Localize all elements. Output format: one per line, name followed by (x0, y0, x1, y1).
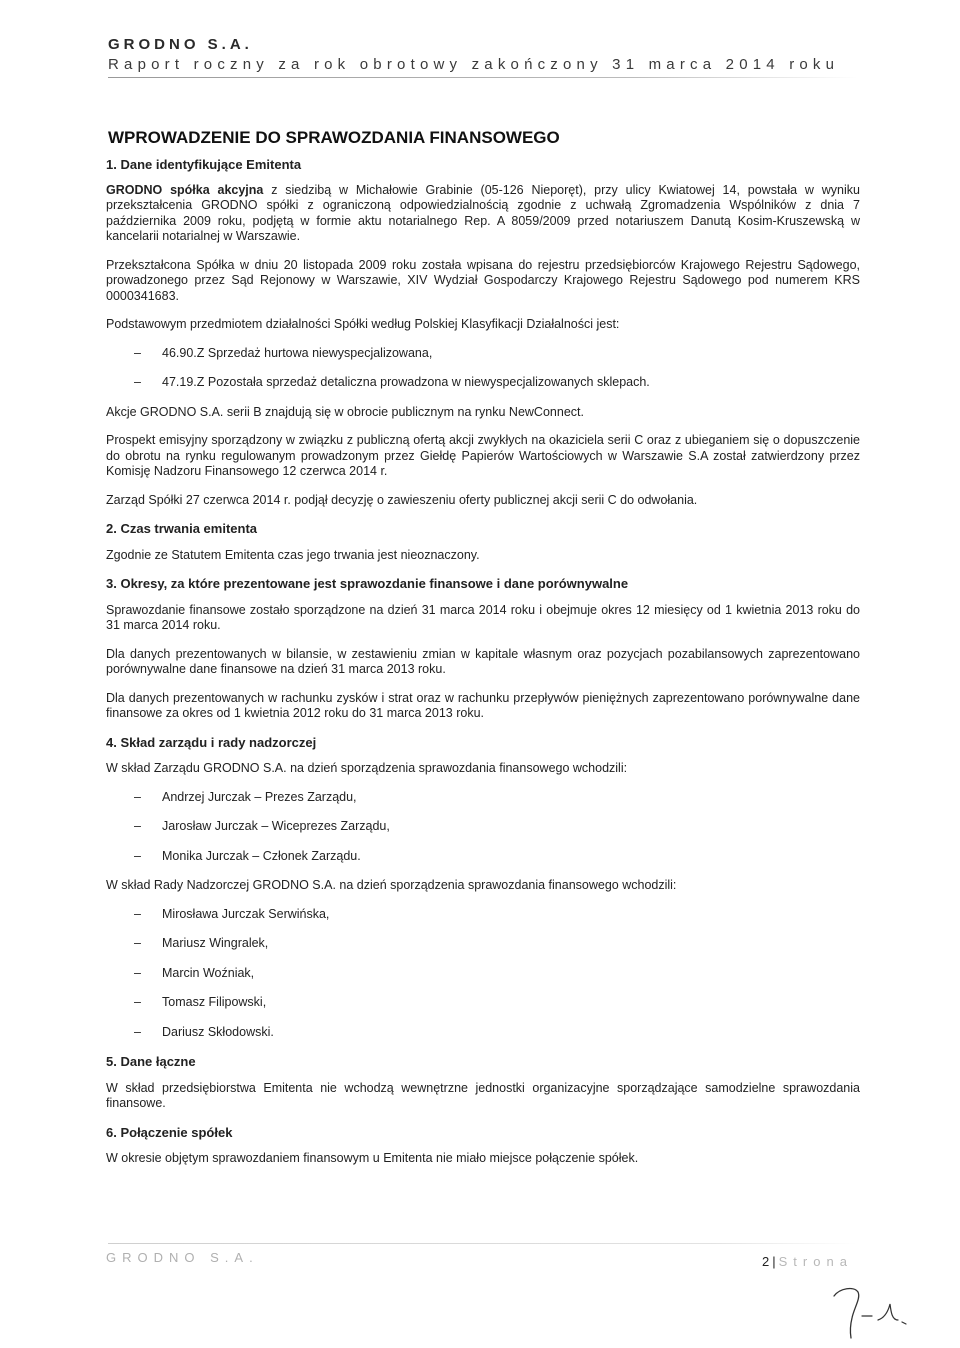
paragraph: Sprawozdanie finansowe zostało sporządzone na dzień 31 marca 2014 roku i obejmuje okres 12 miesięcy od 1 kwietnia 2013 roku do 31 marca 2014 roku. (106, 602, 860, 632)
paragraph: W skład Rady Nadzorczej GRODNO S.A. na dzień sporządzenia sprawozdania finansowego wchodzili: (106, 878, 677, 892)
list-item: – Dariusz Skłodowski. (106, 1025, 860, 1041)
list-item: – 46.90.Z Sprzedaż hurtowa niewyspecjalizowana, (106, 346, 860, 362)
paragraph: Przekształcona Spółka w dniu 20 listopada 2009 roku została wpisana do rejestru przedsiębiorców Krajowego Rejestru Sądowego, prowadzonego przez Sąd Rejonowy w Warszawie, XIV Wydział Gospodarczy Krajowego Rejestru Sądowego pod numerem KRS 0000341683. (106, 257, 860, 303)
paragraph (106, 183, 860, 245)
list-item: – Marcin Woźniak, (106, 966, 860, 982)
page-label: Strona (778, 1254, 853, 1269)
company-legal-name: GRODNO spółka akcyjna (106, 182, 264, 197)
header-report-title: Raport roczny za rok obrotowy zakończony 31 marca 2014 roku (108, 56, 840, 73)
paragraph: Akcje GRODNO S.A. serii B znajdują się w obrocie publicznym na rynku NewConnect. (106, 404, 584, 419)
header-divider (108, 77, 858, 78)
section-heading-5: 5. Dane łączne (106, 1054, 196, 1069)
list-item: – Mirosława Jurczak Serwińska, (106, 907, 860, 923)
section-heading-2: 2. Czas trwania emitenta (106, 521, 257, 536)
list-item: – 47.19.Z Pozostała sprzedaż detaliczna prowadzona w niewyspecjalizowanych sklepach. (106, 375, 860, 391)
management-board-list (106, 790, 860, 865)
paragraph: Zarząd Spółki 27 czerwca 2014 r. podjął decyzję o zawieszeniu oferty publicznej akcji serii C do odwołania. (106, 492, 698, 507)
paragraph: Dla danych prezentowanych w rachunku zysków i strat oraz w rachunku przepływów pieniężnych zaprezentowano porównywalne dane finansowe za okres od 1 kwietnia 2012 roku do 31 marca 2013 roku. (106, 690, 860, 720)
paragraph: Zgodnie ze Statutem Emitenta czas jego trwania jest nieoznaczony. (106, 547, 480, 562)
paragraph: W okresie objętym sprawozdaniem finansowym u Emitenta nie miało miejsce połączenie spółek. (106, 1151, 639, 1165)
footer-company-name: GRODNO S.A. (106, 1250, 259, 1265)
paragraph: W skład Zarządu GRODNO S.A. na dzień sporządzenia sprawozdania finansowego wchodzili: (106, 761, 628, 775)
page-title: WPROWADZENIE DO SPRAWOZDANIA FINANSOWEGO (108, 128, 560, 147)
page-number-separator: | (772, 1254, 776, 1269)
footer-divider (108, 1243, 858, 1244)
supervisory-board-list (106, 907, 860, 1041)
header-company-name: GRODNO S.A. (108, 36, 253, 53)
list-item: – Monika Jurczak – Członek Zarządu. (106, 849, 860, 865)
page-number (762, 1254, 853, 1269)
paragraph: Dla danych prezentowanych w bilansie, w zestawieniu zmian w kapitale własnym oraz pozycjach pozabilansowych zaprezentowano porównywalne dane finansowe na dzień 31 marca 2013 roku. (106, 646, 860, 676)
section-heading-6: 6. Połączenie spółek (106, 1124, 233, 1140)
paragraph: Podstawowym przedmiotem działalności Spółki według Polskiej Klasyfikacji Działalności jest: (106, 317, 620, 331)
pkd-list (106, 346, 860, 391)
section-heading-1: 1. Dane identyfikujące Emitenta (106, 157, 302, 172)
paragraph-text: z siedzibą w Michałowie Grabinie (05-126 Nieporęt), przy ulicy Kwiatowej 14, powstała w wyniku przekształcenia GRODNO spółki z ograniczoną odpowiedzialnością zgodnie z uchwałą Zgromadzenia Wspólników z dnia 7 października 2009 roku, podjętą w formie aktu notarialnego Rep. A 8059/2009 przed notariuszem Danutą Kosim-Kruszewską w kancelarii notarialnej w Warszawie. (106, 182, 860, 243)
list-item: – Mariusz Wingralek, (106, 936, 860, 952)
list-item: – Tomasz Filipowski, (106, 995, 860, 1011)
section-heading-4: 4. Skład zarządu i rady nadzorczej (106, 734, 317, 750)
paragraph: Prospekt emisyjny sporządzony w związku z publiczną ofertą akcji zwykłych na okaziciela serii C oraz z ubieganiem się o dopuszczenie do obrotu na rynku regulowanym prowadzonym przez Giełdę Papierów Wartościowych w Warszawie S.A został zatwierdzony przez Komisję Nadzoru Finansowego 12 czerwca 2014 r. (106, 433, 860, 478)
page-number-value: 2 (762, 1254, 770, 1269)
section-heading-3: 3. Okresy, za które prezentowane jest sprawozdanie finansowe i dane porównywalne (106, 576, 629, 591)
list-item: – Andrzej Jurczak – Prezes Zarządu, (106, 790, 860, 806)
paragraph: W skład przedsiębiorstwa Emitenta nie wchodzą wewnętrzne jednostki organizacyjne sporządzające samodzielne sprawozdania finansowe. (106, 1080, 860, 1110)
document-body (106, 157, 860, 1180)
list-item: – Jarosław Jurczak – Wiceprezes Zarządu, (106, 819, 860, 835)
handwritten-signature (828, 1282, 938, 1342)
